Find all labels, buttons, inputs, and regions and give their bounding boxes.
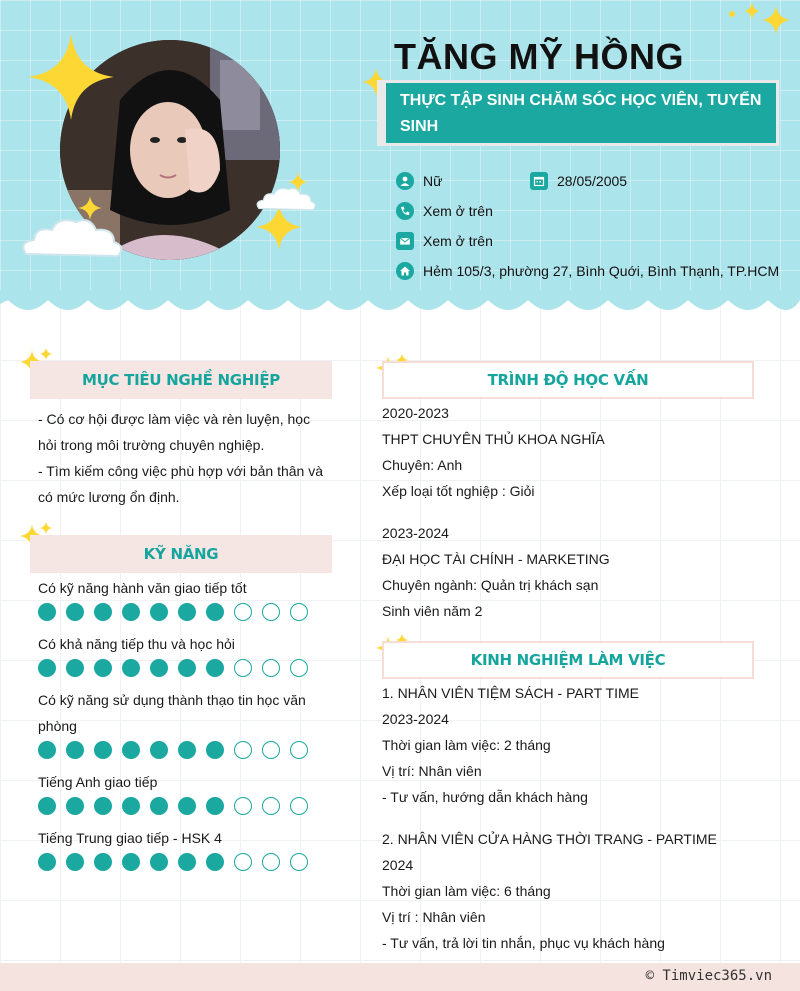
rating-dot-filled <box>122 741 140 759</box>
rating-dot-filled <box>94 603 112 621</box>
experience-duration: Thời gian làm việc: 6 tháng <box>382 883 551 899</box>
objective-text <box>38 406 330 510</box>
skill-rating <box>38 741 318 759</box>
experience-period: 2024 <box>382 857 414 873</box>
experience-position: Vị trí : Nhân viên <box>382 909 486 925</box>
objective-line: - Có cơ hội được làm việc và rèn luyện, học hỏi trong môi trường chuyên nghiệp. <box>38 411 311 453</box>
skill-label: Có kỹ năng hành văn giao tiếp tốt <box>38 580 247 596</box>
email-row <box>396 232 493 250</box>
rating-dot-filled <box>94 797 112 815</box>
candidate-name: TĂNG MỸ HỒNG <box>394 36 684 77</box>
rating-dot-filled <box>206 603 224 621</box>
education-school: THPT CHUYÊN THỦ KHOA NGHĨA <box>382 431 605 447</box>
rating-dot-filled <box>38 659 56 677</box>
rating-dot-filled <box>178 797 196 815</box>
skill-rating <box>38 797 328 815</box>
rating-dot-filled <box>66 741 84 759</box>
rating-dot-empty <box>234 797 252 815</box>
skill-item <box>38 575 328 621</box>
rating-dot-empty <box>234 603 252 621</box>
address-value: Hẻm 105/3, phường 27, Bình Quới, Bình Thạnh, TP.HCM <box>423 263 780 279</box>
email-value[interactable]: Xem ở trên <box>423 233 493 249</box>
experience-position: Vị trí: Nhân viên <box>382 763 482 779</box>
rating-dot-filled <box>206 659 224 677</box>
address-row <box>396 262 779 280</box>
experience-duty: - Tư vấn, hướng dẫn khách hàng <box>382 789 588 805</box>
rating-dot-empty <box>234 853 252 871</box>
skill-rating <box>38 603 328 621</box>
rating-dot-filled <box>94 741 112 759</box>
experience-duration: Thời gian làm việc: 2 tháng <box>382 737 551 753</box>
rating-dot-filled <box>206 853 224 871</box>
phone-icon <box>396 202 414 220</box>
rating-dot-filled <box>150 659 168 677</box>
rating-dot-filled <box>206 797 224 815</box>
rating-dot-filled <box>66 659 84 677</box>
experience-title: 1. NHÂN VIÊN TIỆM SÁCH - PART TIME <box>382 685 639 701</box>
rating-dot-empty <box>234 741 252 759</box>
skill-item <box>38 769 328 815</box>
rating-dot-filled <box>150 603 168 621</box>
cloud-icon <box>18 214 126 262</box>
rating-dot-filled <box>122 853 140 871</box>
rating-dot-filled <box>178 603 196 621</box>
gender-value: Nữ <box>423 173 443 189</box>
skill-rating <box>38 853 328 871</box>
star-icon <box>722 2 792 36</box>
watermark[interactable]: © Timviec365.vn <box>645 968 772 984</box>
education-school: ĐẠI HỌC TÀI CHÍNH - MARKETING <box>382 551 610 567</box>
rating-dot-empty <box>290 853 308 871</box>
rating-dot-filled <box>122 797 140 815</box>
rating-dot-filled <box>178 659 196 677</box>
experience-period: 2023-2024 <box>382 711 449 727</box>
rating-dot-empty <box>262 659 280 677</box>
skill-item <box>38 825 328 871</box>
rating-dot-filled <box>38 853 56 871</box>
phone-value[interactable]: Xem ở trên <box>423 203 493 219</box>
rating-dot-empty <box>290 603 308 621</box>
rating-dot-filled <box>94 659 112 677</box>
user-icon <box>396 172 414 190</box>
skill-label: Tiếng Anh giao tiếp <box>38 774 158 790</box>
rating-dot-filled <box>66 797 84 815</box>
phone-row <box>396 202 493 220</box>
rating-dot-empty <box>290 797 308 815</box>
rating-dot-filled <box>122 659 140 677</box>
skill-rating <box>38 659 328 677</box>
home-icon <box>396 262 414 280</box>
skill-item <box>38 631 328 677</box>
rating-dot-empty <box>234 659 252 677</box>
rating-dot-filled <box>66 603 84 621</box>
skill-label: Có khả năng tiếp thu và học hỏi <box>38 636 235 652</box>
skill-label: Tiếng Trung giao tiếp - HSK 4 <box>38 830 222 846</box>
education-entry <box>382 400 762 504</box>
calendar-icon <box>530 172 548 190</box>
experience-title: 2. NHÂN VIÊN CỬA HÀNG THỜI TRANG - PARTIME <box>382 831 717 847</box>
birthdate-value: 28/05/2005 <box>557 173 628 189</box>
birthdate-row <box>530 172 627 190</box>
rating-dot-empty <box>262 797 280 815</box>
education-note: Xếp loại tốt nghiệp : Giỏi <box>382 483 535 499</box>
skill-label: Có kỹ năng sử dụng thành thạo tin học văn phòng <box>38 692 306 734</box>
rating-dot-empty <box>262 741 280 759</box>
rating-dot-empty <box>290 659 308 677</box>
rating-dot-filled <box>206 741 224 759</box>
rating-dot-filled <box>178 741 196 759</box>
rating-dot-filled <box>38 741 56 759</box>
education-major: Chuyên: Anh <box>382 457 463 473</box>
rating-dot-empty <box>262 853 280 871</box>
education-period: 2020-2023 <box>382 405 449 421</box>
rating-dot-filled <box>178 853 196 871</box>
job-title: THỰC TẬP SINH CHĂM SÓC HỌC VIÊN, TUYỂN SINH <box>380 83 776 143</box>
rating-dot-empty <box>290 741 308 759</box>
rating-dot-filled <box>150 853 168 871</box>
experience-entry <box>382 826 762 956</box>
rating-dot-filled <box>150 797 168 815</box>
scalloped-divider <box>0 290 800 324</box>
experience-duty: - Tư vấn, trả lời tin nhắn, phục vụ khách hàng <box>382 935 665 951</box>
rating-dot-filled <box>38 603 56 621</box>
experience-entry <box>382 680 762 810</box>
rating-dot-filled <box>94 853 112 871</box>
rating-dot-filled <box>38 797 56 815</box>
education-major: Chuyên ngành: Quản trị khách sạn <box>382 577 599 593</box>
email-icon <box>396 232 414 250</box>
education-note: Sinh viên năm 2 <box>382 603 483 619</box>
skills-heading: KỸ NĂNG <box>30 535 332 573</box>
experience-heading: KINH NGHIỆM LÀM VIỆC <box>382 641 754 679</box>
skill-item <box>38 687 318 759</box>
star-icon <box>28 34 114 120</box>
rating-dot-filled <box>66 853 84 871</box>
education-entry <box>382 520 762 624</box>
rating-dot-empty <box>262 603 280 621</box>
rating-dot-filled <box>150 741 168 759</box>
footer <box>0 963 800 991</box>
education-period: 2023-2024 <box>382 525 449 541</box>
cloud-icon <box>254 184 318 214</box>
education-heading: TRÌNH ĐỘ HỌC VẤN <box>382 361 754 399</box>
rating-dot-filled <box>122 603 140 621</box>
objective-line: - Tìm kiếm công việc phù hợp với bản thân và có mức lương ổn định. <box>38 463 324 505</box>
gender-row <box>396 172 442 190</box>
objective-heading: MỤC TIÊU NGHỀ NGHIỆP <box>30 361 332 399</box>
